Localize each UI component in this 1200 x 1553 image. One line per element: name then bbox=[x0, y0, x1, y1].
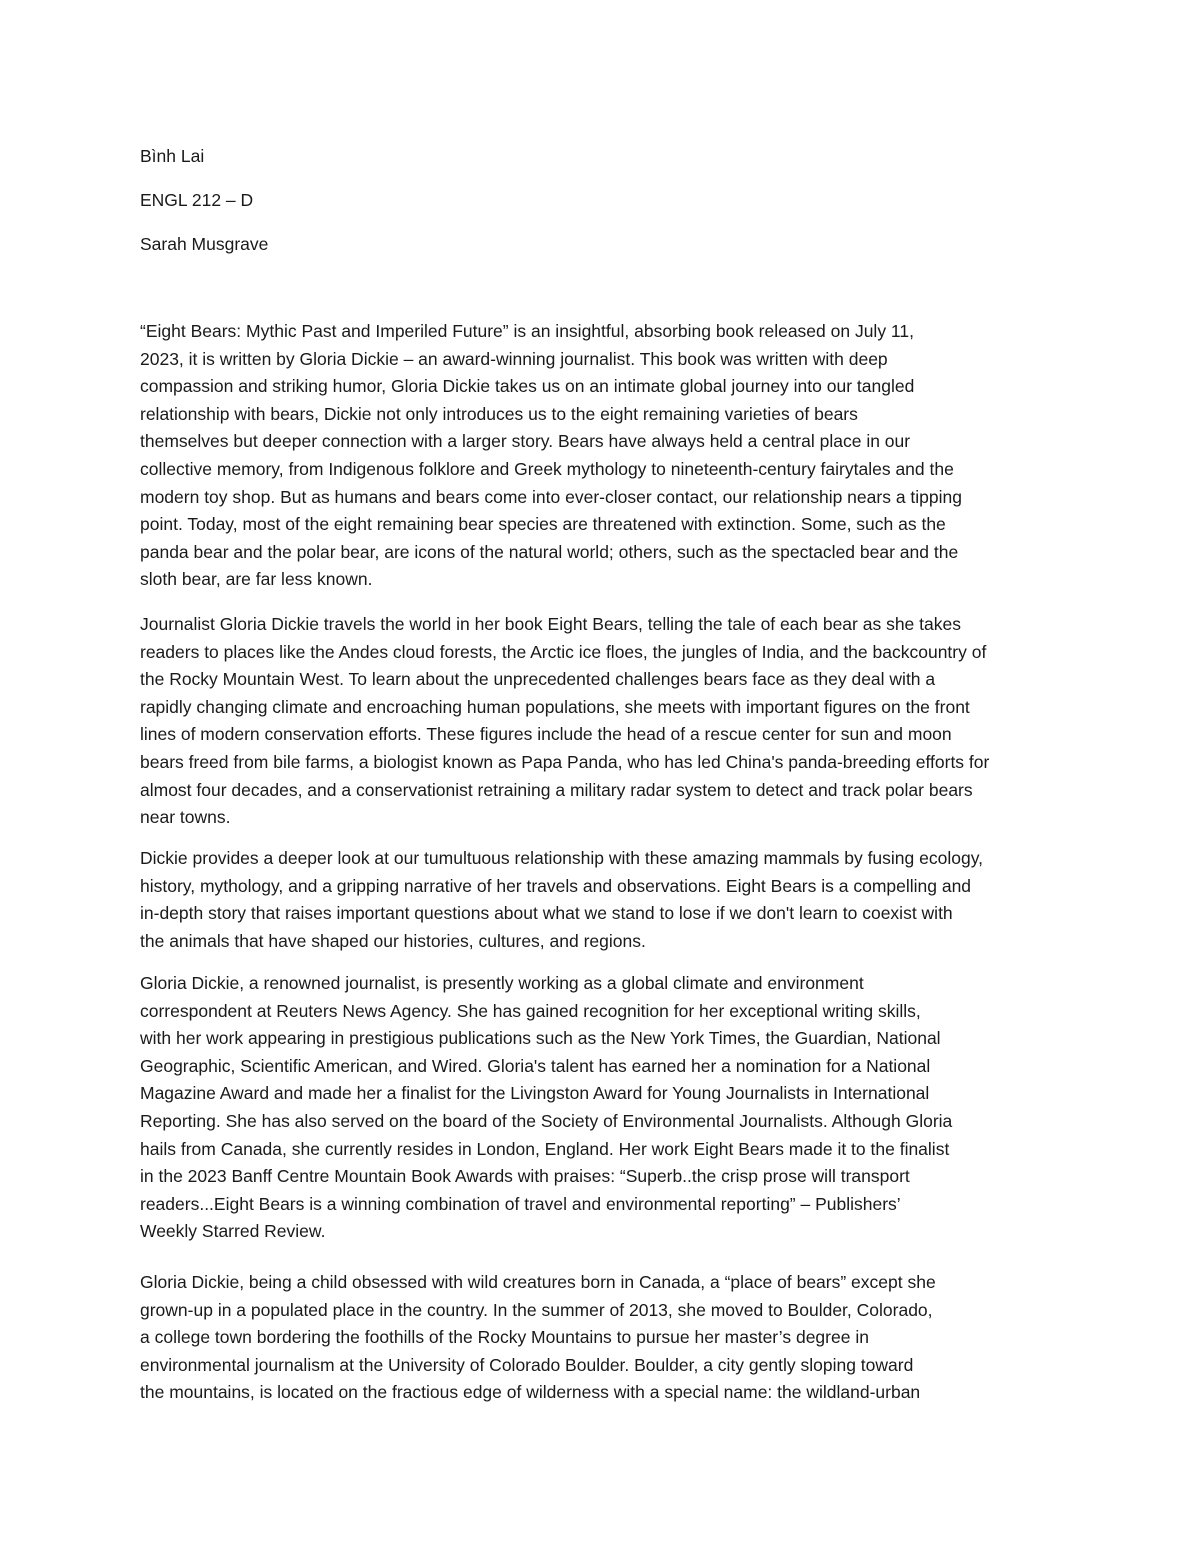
paragraph-line: the animals that have shaped our histories, cultures, and regions. bbox=[140, 930, 646, 951]
paragraph-line: near towns. bbox=[140, 807, 231, 828]
paragraph-line: Geographic, Scientific American, and Wired. Gloria's talent has earned her a nomination for a National bbox=[140, 1055, 931, 1076]
paragraph-line: with her work appearing in prestigious publications such as the New York Times, the Guardian, National bbox=[140, 1028, 941, 1049]
paragraph-line: compassion and striking humor, Gloria Dickie takes us on an intimate global journey into our tangled bbox=[140, 376, 915, 397]
course-code: ENGL 212 – D bbox=[140, 190, 254, 210]
paragraph-line: Journalist Gloria Dickie travels the world in her book Eight Bears, telling the tale of each bear as she takes bbox=[140, 614, 961, 634]
paragraph-line: correspondent at Reuters News Agency. She has gained recognition for her exceptional writing skills, bbox=[140, 1000, 921, 1021]
paragraph-5 bbox=[140, 1269, 1060, 1407]
paragraph-line: modern toy shop. But as humans and bears come into ever-closer contact, our relationship nears a tipping bbox=[140, 486, 962, 507]
paragraph-line: environmental journalism at the University of Colorado Boulder. Boulder, a city gently sloping toward bbox=[140, 1354, 914, 1375]
paragraph-line: almost four decades, and a conservationist retraining a military radar system to detect and track polar bears bbox=[140, 779, 973, 800]
paragraph-line: Magazine Award and made her a finalist for the Livingston Award for Young Journalists in International bbox=[140, 1083, 930, 1104]
paragraph-line: 2023, it is written by Gloria Dickie – an award-winning journalist. This book was written with deep bbox=[140, 348, 888, 369]
paragraph-line: Gloria Dickie, a renowned journalist, is presently working as a global climate and environment bbox=[140, 973, 864, 993]
paragraph-line: in-depth story that raises important questions about what we stand to lose if we don't learn to coexist with bbox=[140, 903, 953, 924]
paragraph-line: “Eight Bears: Mythic Past and Imperiled Future” is an insightful, absorbing book released on July 11, bbox=[140, 321, 914, 341]
paragraph-line: relationship with bears, Dickie not only introduces us to the eight remaining varieties of bears bbox=[140, 403, 858, 424]
paragraph-line: themselves but deeper connection with a larger story. Bears have always held a central place in our bbox=[140, 431, 911, 452]
paragraph-line: bears freed from bile farms, a biologist known as Papa Panda, who has led China's panda-breeding efforts for bbox=[140, 751, 990, 772]
paragraph-line: grown-up in a populated place in the country. In the summer of 2013, she moved to Boulder, Colorado, bbox=[140, 1299, 933, 1320]
paragraph-line: Weekly Starred Review. bbox=[140, 1221, 326, 1242]
paragraph-4 bbox=[140, 970, 1060, 1246]
paragraph-line: point. Today, most of the eight remaining bear species are threatened with extinction. Some, such as the bbox=[140, 514, 946, 535]
paragraph-line: Dickie provides a deeper look at our tumultuous relationship with these amazing mammals by fusing ecology, bbox=[140, 848, 984, 868]
author-name: Bình Lai bbox=[140, 146, 205, 166]
paragraph-line: history, mythology, and a gripping narrative of her travels and observations. Eight Bears is a compelling and bbox=[140, 875, 972, 896]
paragraph-line: collective memory, from Indigenous folklore and Greek mythology to nineteenth-century fairytales and the bbox=[140, 458, 954, 479]
paragraph-line: Reporting. She has also served on the board of the Society of Environmental Journalists. Although Gloria bbox=[140, 1110, 953, 1131]
paragraph-line: rapidly changing climate and encroaching human populations, she meets with important figures on the front bbox=[140, 696, 970, 717]
paragraph-3 bbox=[140, 845, 1060, 955]
paragraph-line: a college town bordering the foothills of the Rocky Mountains to pursue her master’s degree in bbox=[140, 1327, 869, 1348]
paragraph-line: hails from Canada, she currently resides in London, England. Her work Eight Bears made it to the finalist bbox=[140, 1138, 950, 1159]
instructor-name: Sarah Musgrave bbox=[140, 234, 269, 254]
paragraph-line: panda bear and the polar bear, are icons of the natural world; others, such as the spectacled bear and the bbox=[140, 541, 959, 562]
paragraph-line: Gloria Dickie, being a child obsessed with wild creatures born in Canada, a “place of bears” except she bbox=[140, 1272, 936, 1292]
paragraph-line: the mountains, is located on the fractious edge of wilderness with a special name: the wildland-urban bbox=[140, 1382, 921, 1403]
paragraph-line: in the 2023 Banff Centre Mountain Book Awards with praises: “Superb..the crisp prose will transport bbox=[140, 1166, 910, 1187]
paragraph-line: readers to places like the Andes cloud forests, the Arctic ice floes, the jungles of India, and the backcountry of bbox=[140, 641, 987, 662]
paragraph-line: readers...Eight Bears is a winning combination of travel and environmental reporting” – Publishers’ bbox=[140, 1193, 901, 1214]
paragraph-1 bbox=[140, 318, 1060, 594]
paragraph-line: sloth bear, are far less known. bbox=[140, 569, 373, 590]
paragraph-line: the Rocky Mountain West. To learn about the unprecedented challenges bears face as they deal with a bbox=[140, 669, 936, 690]
paragraph-2 bbox=[140, 611, 1060, 832]
paragraph-line: lines of modern conservation efforts. These figures include the head of a rescue center for sun and moon bbox=[140, 724, 952, 745]
